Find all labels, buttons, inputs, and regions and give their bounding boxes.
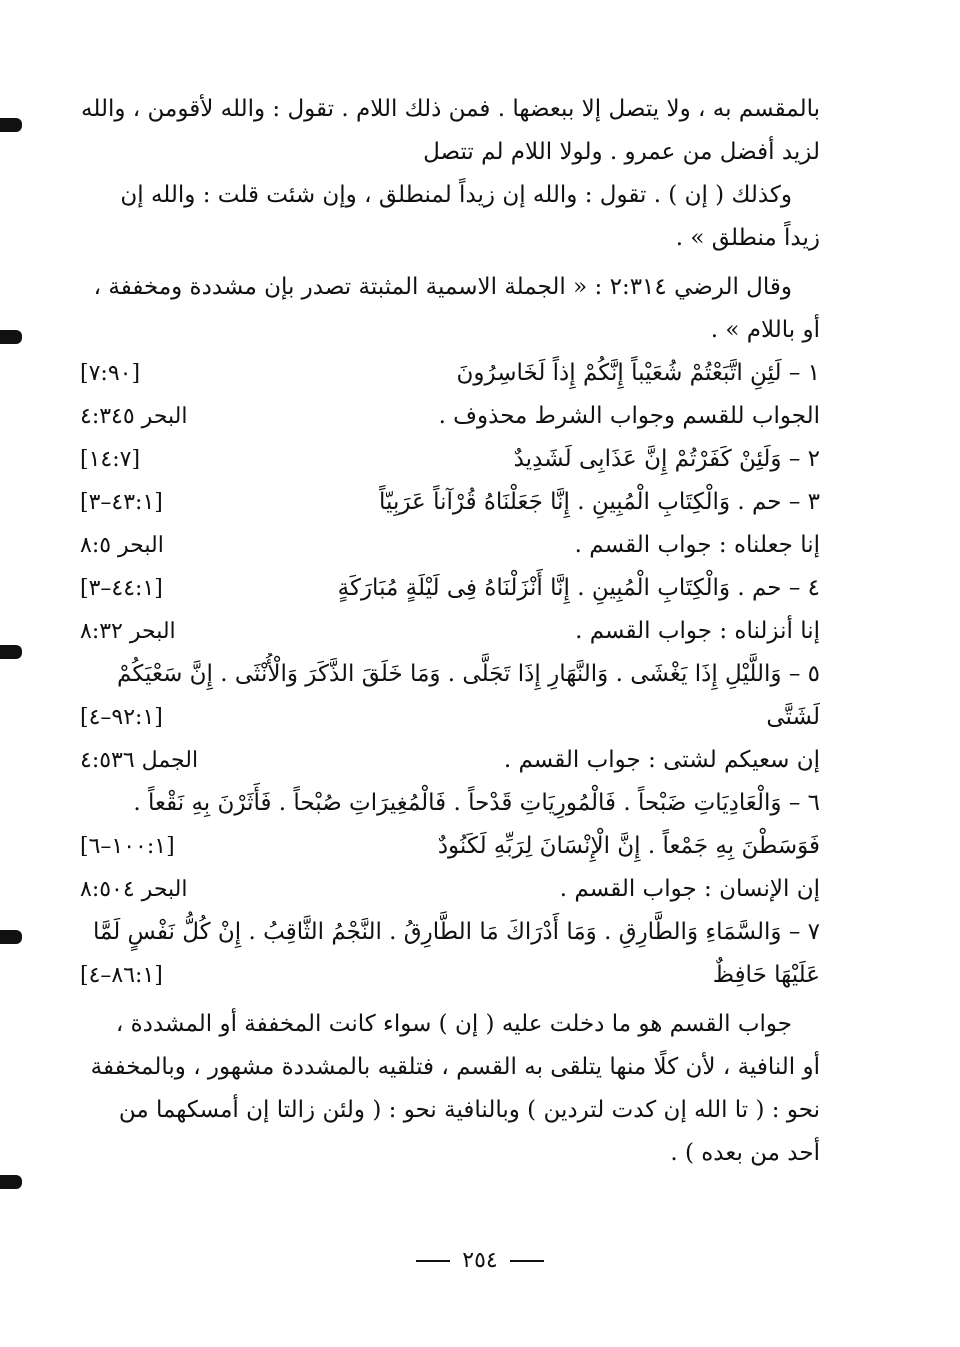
verse-reference: [١٠٠:١–٦]: [80, 834, 175, 859]
commentary-text: إن سعيكم لشتى : جواب القسم .: [503, 747, 820, 773]
page-body: [80, 88, 820, 1175]
commentary-line: [80, 739, 820, 782]
line-text: جواب القسم هو ما دخلت عليه ( إن ) سواء كانت المخففة أو المشددة ،: [115, 1011, 792, 1037]
text-line: [80, 131, 820, 174]
verse-line: [80, 911, 820, 954]
text-line: [80, 1132, 820, 1175]
text-line: [80, 1046, 820, 1089]
binding-mark: [0, 330, 22, 344]
verse-reference: [٧:٩٠]: [80, 361, 141, 386]
verse-text: لَشَتَّى: [766, 704, 820, 730]
folio-dash: [510, 1260, 544, 1262]
line-text: أحد من بعده ) .: [670, 1140, 820, 1166]
verse-reference: [٤٤:١–٣]: [80, 576, 163, 601]
line-text: زيداً منطلق » .: [675, 225, 820, 251]
line-text: وقال الرضي ٢:٣١٤ : « الجملة الاسمية المثبتة تصدر بإن مشددة ومخففة ،: [93, 274, 792, 300]
source-citation: البحر ٨:٣٢: [80, 619, 176, 644]
commentary-text: الجواب للقسم وجواب الشرط محذوف .: [438, 403, 820, 429]
verse-line: [80, 954, 820, 997]
verse-line: [80, 438, 820, 481]
text-line: [80, 1003, 820, 1046]
source-citation: البحر ٤:٣٤٥: [80, 404, 188, 429]
line-text: أو باللام » .: [710, 317, 820, 343]
text-line: [80, 266, 820, 309]
commentary-text: إنا أنزلناه : جواب القسم .: [575, 618, 820, 644]
verse-text: ٣ – حم . وَالْكِتَابِ الْمُبِينِ . إِنَّا جَعَلْنَاهُ قُرْآناً عَرَبِيّاً: [379, 489, 820, 515]
verse-line: [80, 653, 820, 696]
verse-text: فَوَسَطْنَ بِهِ جَمْعاً . إِنَّ الْإِنْسَانَ لِرَبِّهِ لَكَنُودٌ: [437, 833, 820, 859]
verse-reference: [٤٣:١–٣]: [80, 490, 163, 515]
source-citation: البحر ٨:٥: [80, 533, 164, 558]
text-line: [80, 1089, 820, 1132]
binding-mark: [0, 930, 22, 944]
commentary-line: [80, 610, 820, 653]
text-line: [80, 88, 820, 131]
folio-dash: [416, 1260, 450, 1262]
commentary-text: إن الإنسان : جواب القسم .: [559, 876, 820, 902]
commentary-line: [80, 395, 820, 438]
binding-mark: [0, 118, 22, 132]
binding-mark: [0, 645, 22, 659]
verse-reference: [١٤:٧]: [80, 447, 141, 472]
line-text: نحو : ( تا الله إن كدت لتردين ) وبالنافية نحو : ( ولئن زالتا إن أمسكهما من: [118, 1097, 820, 1123]
verse-reference: [٨٦:١–٤]: [80, 963, 163, 988]
verse-reference: [٩٢:١–٤]: [80, 705, 163, 730]
verse-line: [80, 352, 820, 395]
text-line: [80, 174, 820, 217]
commentary-line: [80, 524, 820, 567]
commentary-line: [80, 868, 820, 911]
verse-line: [80, 825, 820, 868]
verse-text: عَلَيْهَا حَافِظٌ: [712, 962, 820, 988]
line-text: لزيد أفضل من عمرو . ولولا اللام لم تتصل: [423, 139, 820, 165]
verse-text: ٢ – وَلَئِنْ كَفَرْتُمْ إِنَّ عَذَابِى لَشَدِيدٌ: [513, 446, 820, 472]
verse-text: ٧ – وَالسَّمَاءِ وَالطَّارِقِ . وَمَا أَدْرَاكَ مَا الطَّارِقُ . النَّجْمُ الثَّاقِبُ . إِنْ كُلُّ نَفْسٍ لَمَّا: [92, 919, 820, 945]
line-text: بالمقسم به ، ولا يتصل إلا ببعضها . فمن ذلك اللام . تقول : والله لأقومن ، والله: [81, 96, 820, 122]
line-text: وكذلك ( إن ) . تقول : والله إن زيداً لمنطلق ، وإن شئت قلت : والله إن: [120, 182, 792, 208]
verse-line: [80, 481, 820, 524]
verse-line: [80, 696, 820, 739]
verse-text: ١ – لَئِنِ اتَّبَعْتُمْ شُعَيْباً إِنَّكُمْ إِذاً لَخَاسِرُونَ: [456, 360, 820, 386]
source-citation: الجمل ٤:٥٣٦: [80, 748, 199, 773]
verse-text: ٤ – حم . وَالْكِتَابِ الْمُبِينِ . إِنَّا أَنْزَلْنَاهُ فِى لَيْلَةٍ مُبَارَكَةٍ: [337, 575, 820, 601]
binding-mark: [0, 1175, 22, 1189]
verse-line: [80, 782, 820, 825]
verse-text: ٦ – وَالْعَادِيَاتِ ضَبْحاً . فَالْمُورِيَاتِ قَدْحاً . فَالْمُغِيرَاتِ صُبْحاً . فَأَثَرْنَ بِهِ نَقْعاً .: [133, 790, 820, 816]
line-text: أو النافية ، لأن كلًا منها يتلقى به القسم ، فتلقيه بالمشددة مشهور ، وبالمخففة: [90, 1054, 820, 1080]
verse-text: ٥ – وَاللَّيْلِ إِذَا يَغْشَى . وَالنَّهَارِ إِذَا تَجَلَّى . وَمَا خَلَقَ الذَّكَرَ وَالْأُنْثَى . إِنَّ سَعْيَكُمْ: [117, 661, 820, 687]
source-citation: البحر ٨:٥٠٤: [80, 877, 188, 902]
page-number: [0, 1248, 960, 1273]
page-number-text: ٢٥٤: [462, 1248, 498, 1273]
commentary-text: إنا جعلناه : جواب القسم .: [574, 532, 820, 558]
text-line: [80, 309, 820, 352]
text-line: [80, 217, 820, 260]
verse-line: [80, 567, 820, 610]
